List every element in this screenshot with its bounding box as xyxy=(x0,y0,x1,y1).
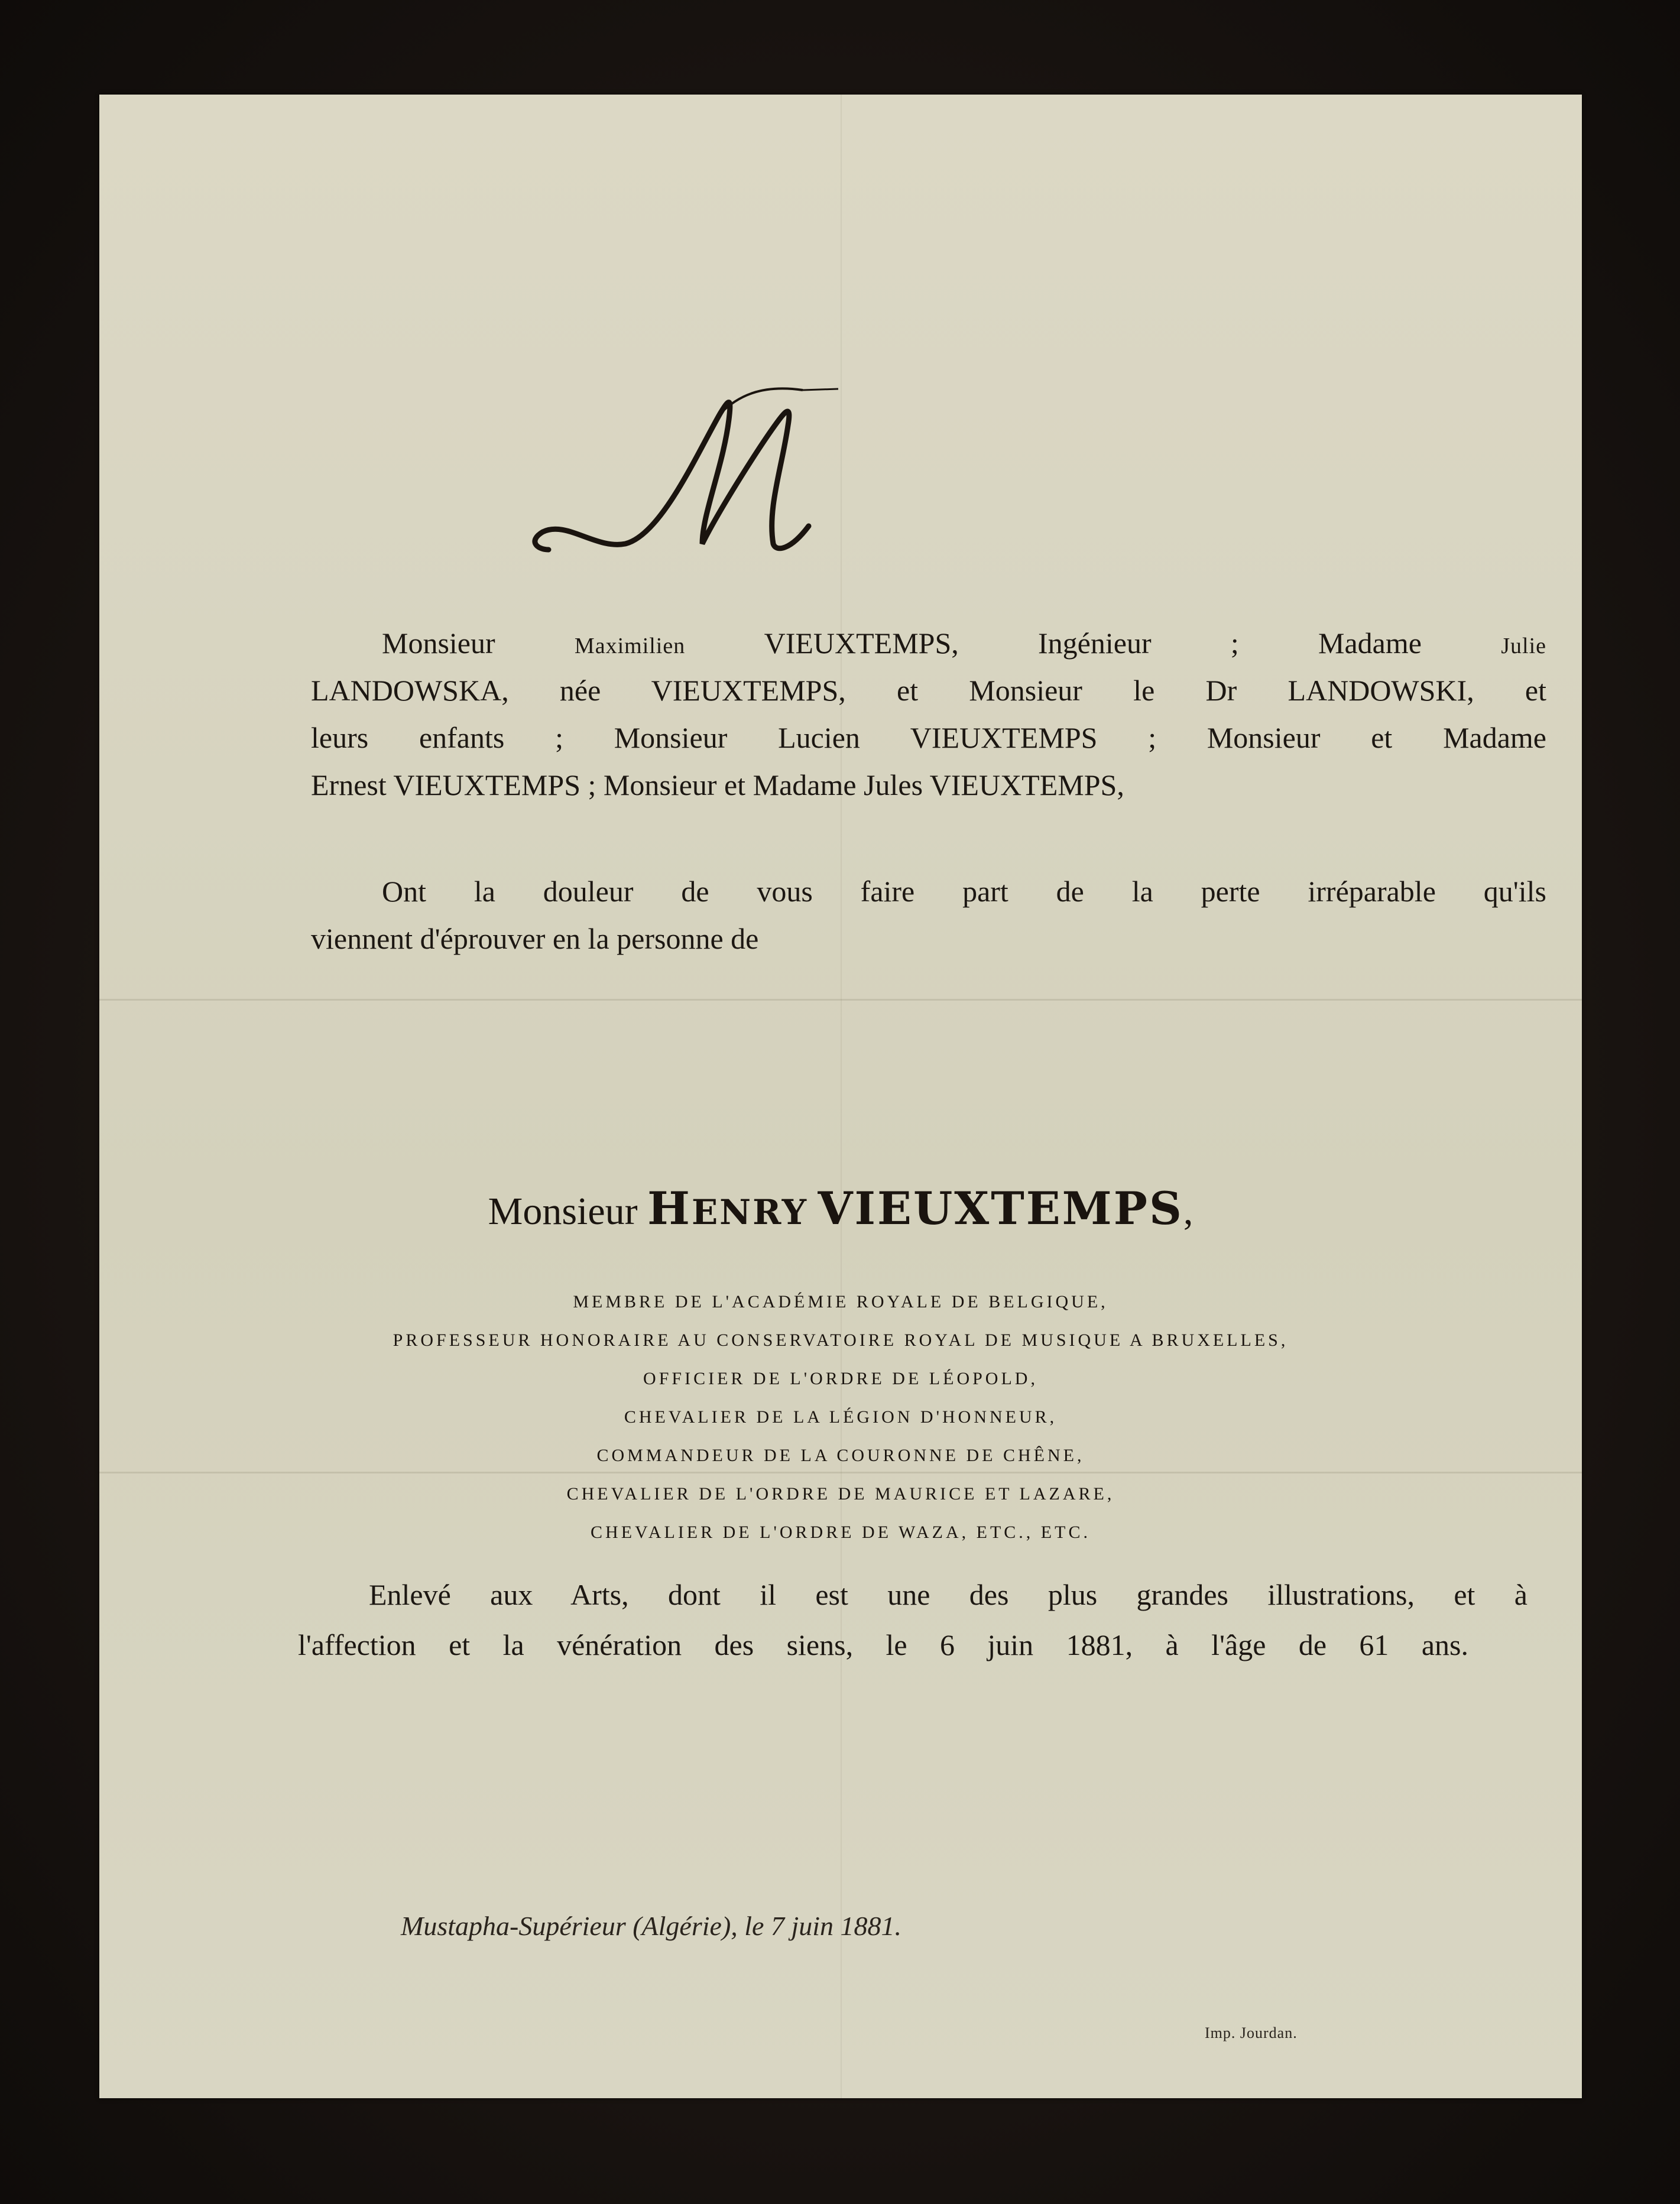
name-suffix: , xyxy=(1183,1190,1193,1233)
honors-list xyxy=(99,1283,1582,1551)
honor-title: COMMANDEUR DE LA COURONNE DE CHÊNE, xyxy=(596,1446,1085,1465)
deceased-name xyxy=(99,1182,1582,1239)
text-span: Monsieur xyxy=(382,627,575,660)
surname: VIEUXTEMPS xyxy=(818,1182,1183,1235)
funeral-notice-sheet xyxy=(99,95,1582,2098)
text-span: Julie xyxy=(1501,634,1546,658)
honor-title: CHEVALIER DE L'ORDRE DE MAURICE ET LAZARE, xyxy=(566,1484,1115,1504)
monogram-m xyxy=(525,372,891,585)
paragraph-1-line-3: leurs enfants ; Monsieur Lucien VIEUXTEMPS ; Monsieur et Madame xyxy=(311,721,1546,754)
honor-title: OFFICIER DE L'ORDRE DE LÉOPOLD, xyxy=(643,1369,1038,1388)
paragraph-1-line-2: LANDOWSKA, née VIEUXTEMPS, et Monsieur le Dr LANDOWSKI, et xyxy=(311,674,1546,707)
paragraph-2-line-2: viennent d'éprouver en la personne de xyxy=(311,922,759,955)
honor-title: CHEVALIER DE L'ORDRE DE WAZA, ETC., ETC. xyxy=(591,1523,1091,1542)
paragraph-3-line-2: l'affection et la vénération des siens, le 6 juin 1881, à l'âge de 61 ans. xyxy=(298,1628,1468,1661)
paragraph-1-line-4: Ernest VIEUXTEMPS ; Monsieur et Madame Jules VIEUXTEMPS, xyxy=(311,768,1124,801)
name-prefix: Monsieur xyxy=(488,1190,638,1233)
honor-title: PROFESSEUR HONORAIRE AU CONSERVATOIRE ROYAL DE MUSIQUE A BRUXELLES, xyxy=(393,1330,1289,1350)
honor-title: MEMBRE DE L'ACADÉMIE ROYALE DE BELGIQUE, xyxy=(573,1292,1108,1312)
printer-mark: Imp. Jourdan. xyxy=(1205,2024,1298,2041)
paragraph-3-line-1: Enlevé aux Arts, dont il est une des plus grandes illustrations, et à xyxy=(369,1578,1527,1611)
paragraph-2-line-1: Ont la douleur de vous faire part de la perte irréparable qu'ils xyxy=(382,875,1546,908)
text-span: ENRY xyxy=(691,1192,808,1232)
text-span: H xyxy=(647,1182,692,1235)
honor-title: CHEVALIER DE LA LÉGION D'HONNEUR, xyxy=(624,1407,1058,1427)
paragraph-1-line-1 xyxy=(382,621,1546,668)
text-span: Maximilien xyxy=(574,634,686,658)
place-and-date: Mustapha-Supérieur (Algérie), le 7 juin 1881. xyxy=(401,1911,902,1941)
first-name xyxy=(647,1182,808,1235)
text-span: VIEUXTEMPS, Ingénieur ; Madame xyxy=(685,627,1501,660)
